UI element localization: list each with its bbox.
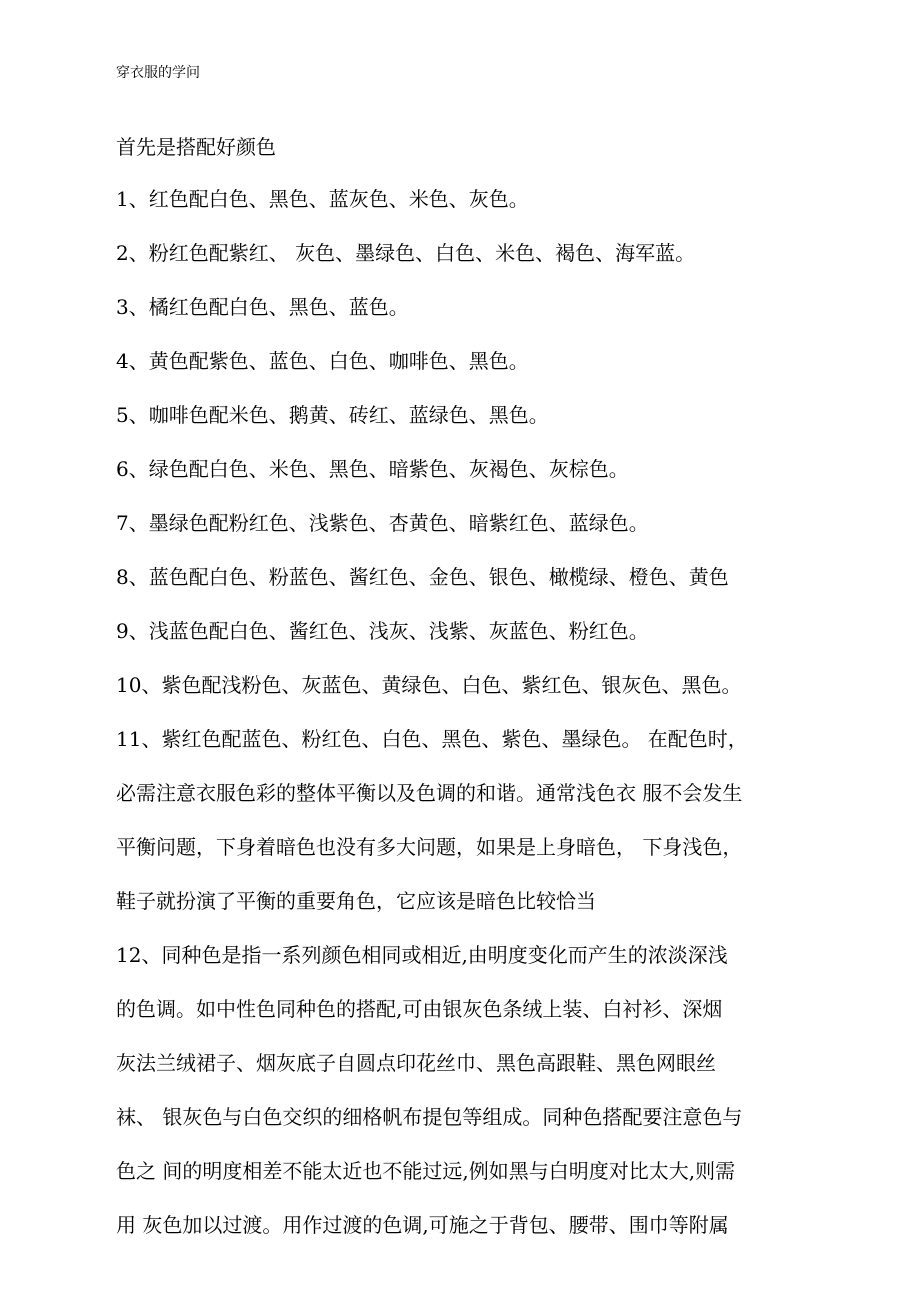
text-line-16: 的色调。如中性色同种色的搭配,可由银灰色条绒上装、白衬衫、深烟	[116, 997, 723, 1021]
text-line-4: 4、黄色配紫色、蓝色、白色、咖啡色、黑色。	[116, 349, 529, 373]
text-line-8: 8、蓝色配白色、粉蓝色、酱红色、金色、银色、橄榄绿、橙色、黄色	[116, 565, 729, 589]
text-line-19: 色之 间的明度相差不能太近也不能过远,例如黑与白明度对比太大,则需	[116, 1159, 736, 1183]
text-line-5: 5、咖啡色配米色、鹅黄、砖红、蓝绿色、黑色。	[116, 403, 549, 427]
text-line-6: 6、绿色配白色、米色、黑色、暗紫色、灰褐色、灰棕色。	[116, 457, 629, 481]
text-line-3: 3、橘红色配白色、黑色、蓝色。	[116, 295, 409, 319]
text-line-20: 用 灰色加以过渡。用作过渡的色调,可施之于背包、腰带、围巾等附属	[116, 1213, 729, 1237]
text-line-15: 12、同种色是指一系列颜色相同或相近,由明度变化而产生的浓淡深浅	[116, 943, 728, 967]
document-header: 穿衣服的学问	[116, 65, 200, 81]
text-line-10: 10、紫色配浅粉色、灰蓝色、黄绿色、白色、紫红色、银灰色、黑色。	[116, 673, 742, 697]
text-line-2: 2、粉红色配紫红、 灰色、墨绿色、白色、米色、褐色、海军蓝。	[116, 241, 696, 265]
text-line-13: 平衡问题，下身着暗色也没有多大问题，如果是上身暗色， 下身浅色，	[116, 835, 743, 859]
text-line-12: 必需注意衣服色彩的整体平衡以及色调的和谐。通常浅色衣 服不会发生	[116, 781, 743, 805]
text-line-17: 灰法兰绒裙子、烟灰底子自圆点印花丝巾、黑色高跟鞋、黑色网眼丝	[116, 1051, 716, 1075]
section-title: 首先是搭配好颜色	[116, 135, 276, 159]
text-line-1: 1、红色配白色、黑色、蓝灰色、米色、灰色。	[116, 187, 529, 211]
text-line-18: 袜、 银灰色与白色交织的细格帆布提包等组成。同种色搭配要注意色与	[116, 1105, 743, 1129]
text-line-14: 鞋子就扮演了平衡的重要角色，它应该是暗色比较恰当	[116, 889, 596, 913]
text-line-9: 9、浅蓝色配白色、酱红色、浅灰、浅紫、灰蓝色、粉红色。	[116, 619, 649, 643]
text-line-11: 11、紫红色配蓝色、粉红色、白色、黑色、紫色、墨绿色。 在配色时，	[116, 727, 748, 751]
body-text	[116, 182, 816, 1262]
text-line-7: 7、墨绿色配粉红色、浅紫色、杏黄色、暗紫红色、蓝绿色。	[116, 511, 649, 535]
